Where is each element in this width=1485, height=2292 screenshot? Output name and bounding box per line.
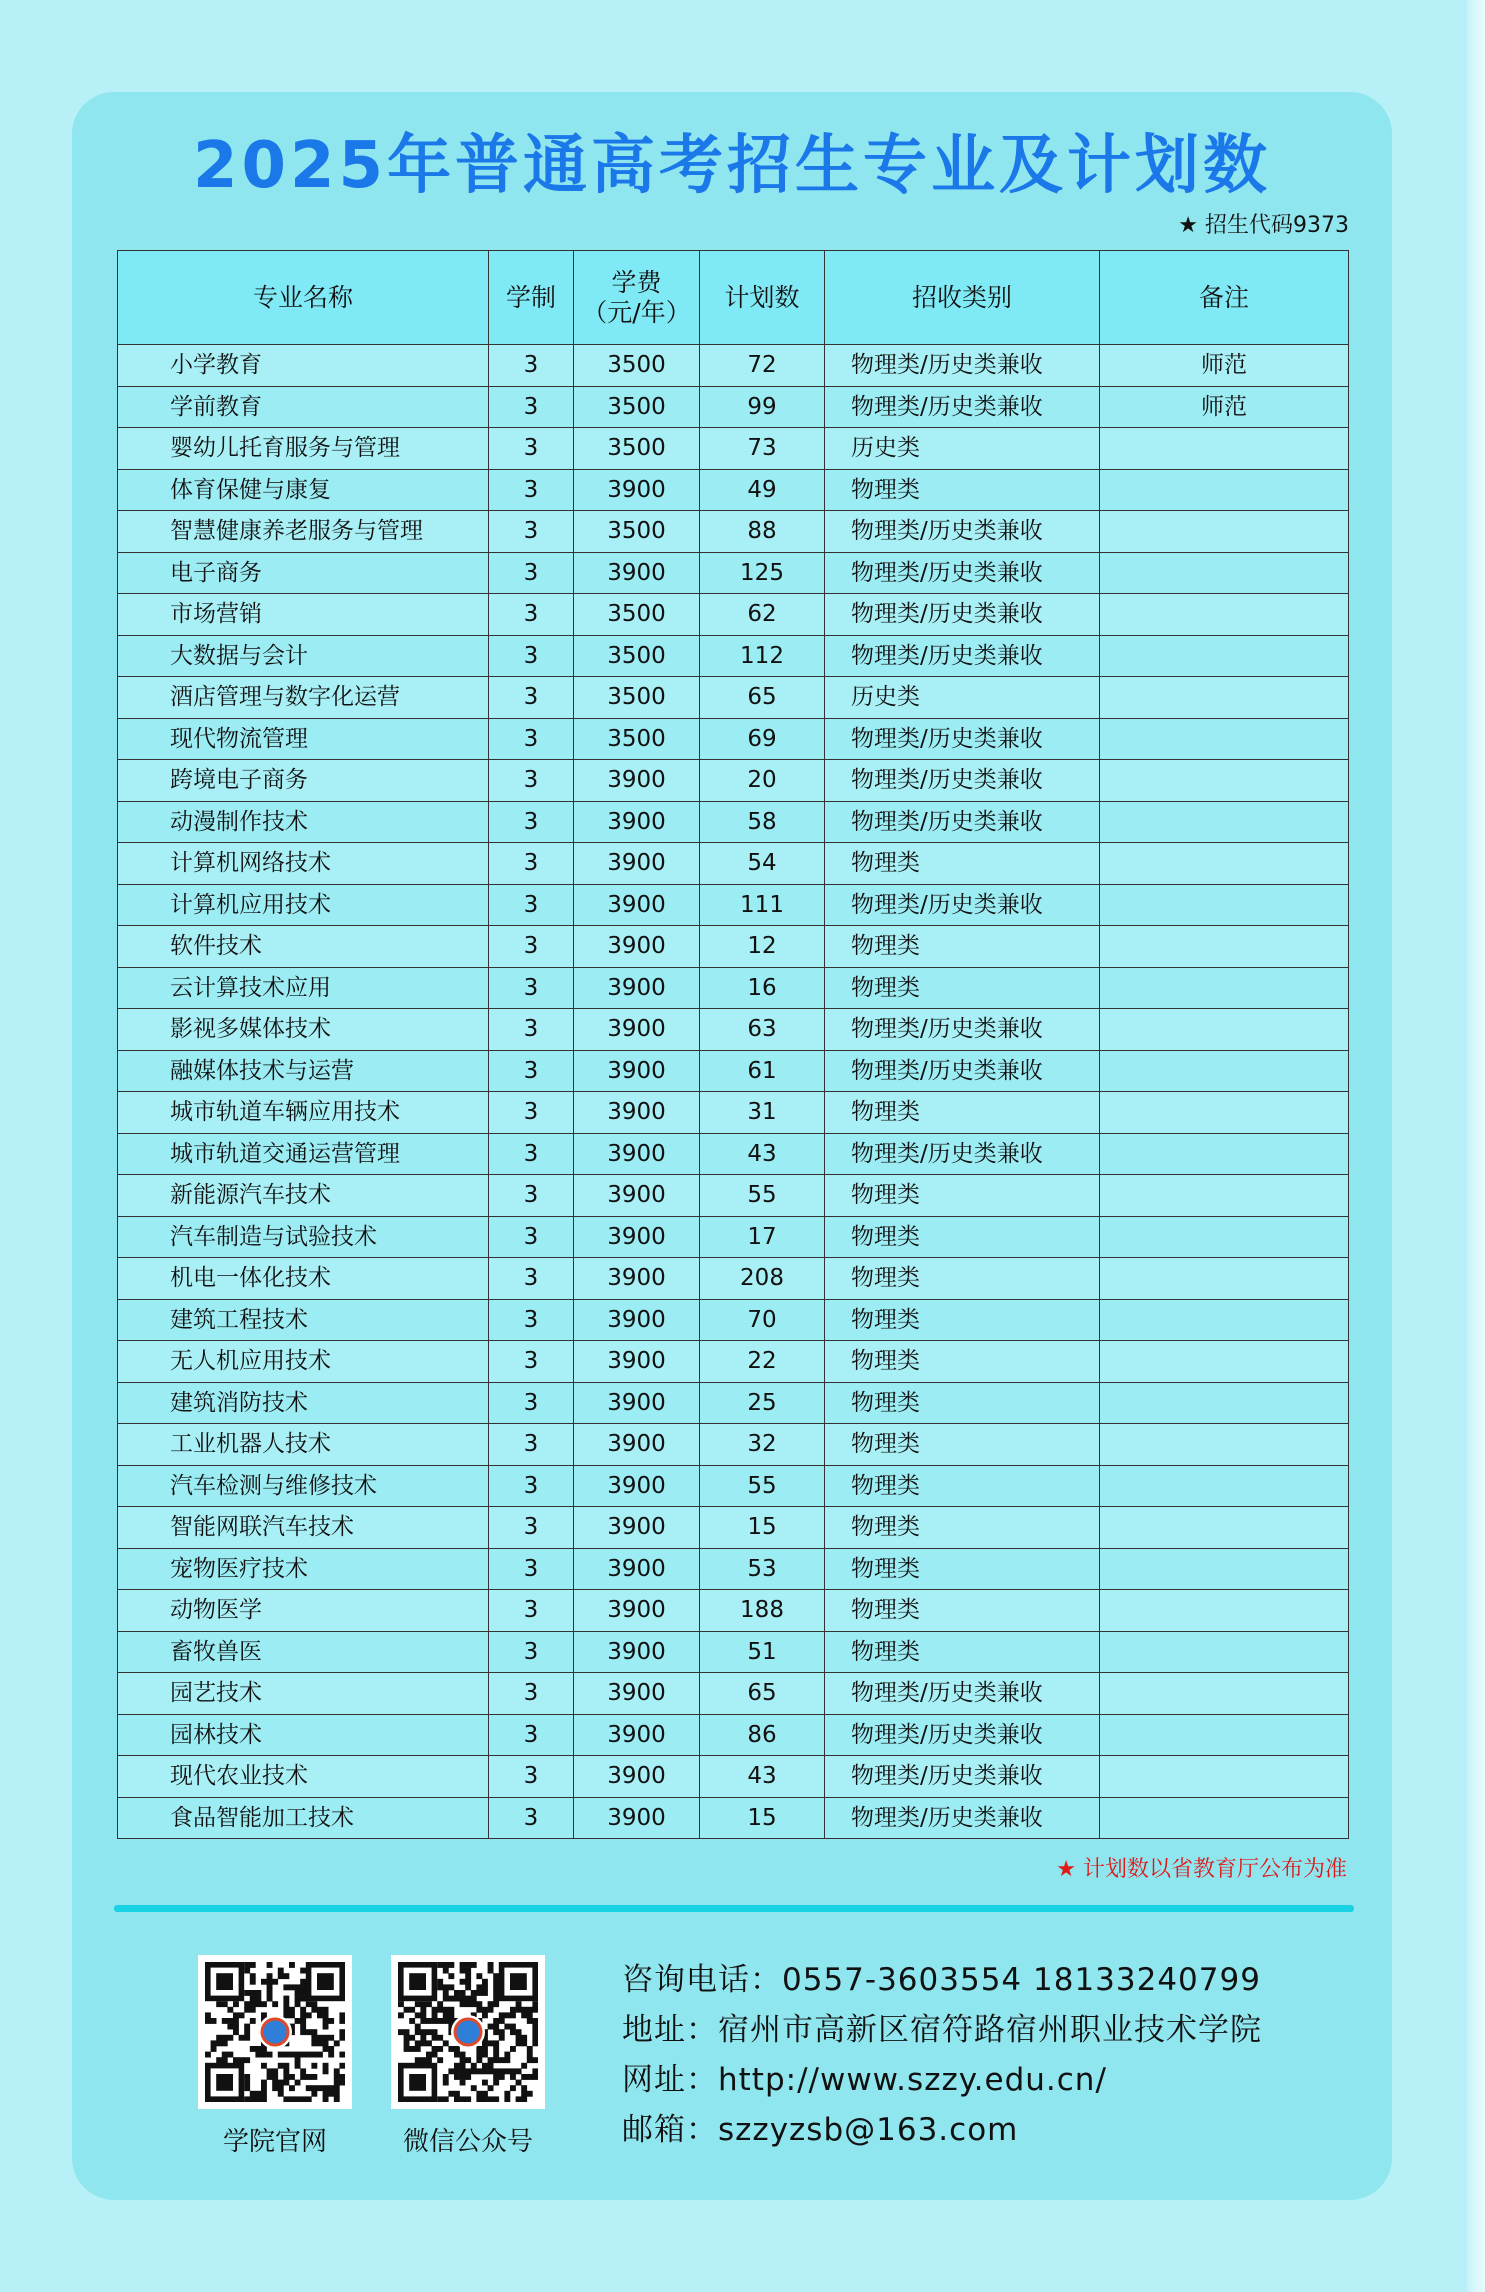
cell-category: 物理类/历史类兼收 — [825, 1714, 1100, 1756]
cell-remark — [1100, 1590, 1349, 1632]
page-title: 2025年普通高考招生专业及计划数 — [192, 129, 1272, 203]
cell-plan: 72 — [700, 345, 825, 387]
table-row — [118, 1548, 1349, 1590]
cell-remark — [1100, 552, 1349, 594]
cell-plan: 61 — [700, 1050, 825, 1092]
cell-major-name: 无人机应用技术 — [118, 1341, 489, 1383]
cell-tuition: 3500 — [574, 511, 700, 553]
cell-tuition: 3900 — [574, 1133, 700, 1175]
table-row — [118, 1175, 1349, 1217]
cell-remark — [1100, 843, 1349, 885]
cell-tuition: 3900 — [574, 1341, 700, 1383]
cell-tuition: 3900 — [574, 1424, 700, 1466]
cell-remark — [1100, 1424, 1349, 1466]
cell-tuition: 3900 — [574, 1050, 700, 1092]
cell-major-name: 现代物流管理 — [118, 718, 489, 760]
header-major-name: 专业名称 — [118, 251, 489, 345]
cell-major-name: 学前教育 — [118, 386, 489, 428]
cell-category: 物理类 — [825, 1631, 1100, 1673]
cell-remark: 师范 — [1100, 386, 1349, 428]
cell-plan: 55 — [700, 1465, 825, 1507]
cell-plan: 111 — [700, 884, 825, 926]
table-row — [118, 677, 1349, 719]
cell-remark — [1100, 1507, 1349, 1549]
cell-duration: 3 — [489, 1714, 574, 1756]
cell-plan: 15 — [700, 1507, 825, 1549]
cell-category: 物理类 — [825, 469, 1100, 511]
cell-tuition: 3900 — [574, 1092, 700, 1134]
cell-major-name: 动物医学 — [118, 1590, 489, 1632]
cell-duration: 3 — [489, 511, 574, 553]
table-row — [118, 1258, 1349, 1300]
cell-remark — [1100, 926, 1349, 968]
cell-duration: 3 — [489, 1175, 574, 1217]
cell-plan: 51 — [700, 1631, 825, 1673]
cell-category: 物理类 — [825, 1548, 1100, 1590]
cell-tuition: 3900 — [574, 1216, 700, 1258]
footnote: ★ 计划数以省教育厅公布为准 — [1056, 1857, 1347, 1882]
cell-remark — [1100, 428, 1349, 470]
cell-tuition: 3900 — [574, 1548, 700, 1590]
cell-category: 物理类/历史类兼收 — [825, 635, 1100, 677]
cell-duration: 3 — [489, 884, 574, 926]
cell-tuition: 3500 — [574, 594, 700, 636]
cell-major-name: 园林技术 — [118, 1714, 489, 1756]
table-row — [118, 1382, 1349, 1424]
cell-major-name: 建筑工程技术 — [118, 1299, 489, 1341]
cell-category: 物理类 — [825, 926, 1100, 968]
cell-major-name: 小学教育 — [118, 345, 489, 387]
cell-category: 物理类 — [825, 843, 1100, 885]
cell-category: 物理类 — [825, 1341, 1100, 1383]
cell-plan: 22 — [700, 1341, 825, 1383]
cell-tuition: 3900 — [574, 1756, 700, 1798]
table-row — [118, 926, 1349, 968]
cell-duration: 3 — [489, 1590, 574, 1632]
table-row — [118, 1299, 1349, 1341]
cell-major-name: 城市轨道交通运营管理 — [118, 1133, 489, 1175]
cell-major-name: 现代农业技术 — [118, 1756, 489, 1798]
table-row — [118, 1133, 1349, 1175]
cell-plan: 63 — [700, 1009, 825, 1051]
cell-duration: 3 — [489, 594, 574, 636]
cell-category: 物理类/历史类兼收 — [825, 1756, 1100, 1798]
cell-category: 物理类/历史类兼收 — [825, 511, 1100, 553]
table-row — [118, 552, 1349, 594]
table-header-row — [118, 251, 1349, 345]
table-row — [118, 718, 1349, 760]
cell-category: 物理类/历史类兼收 — [825, 1133, 1100, 1175]
cell-remark — [1100, 760, 1349, 802]
cell-duration: 3 — [489, 760, 574, 802]
cell-plan: 58 — [700, 801, 825, 843]
enrollment-table — [117, 250, 1349, 1839]
cell-duration: 3 — [489, 677, 574, 719]
cell-plan: 62 — [700, 594, 825, 636]
cell-duration: 3 — [489, 1258, 574, 1300]
cell-major-name: 食品智能加工技术 — [118, 1797, 489, 1839]
cell-duration: 3 — [489, 1424, 574, 1466]
cell-plan: 88 — [700, 511, 825, 553]
cell-plan: 70 — [700, 1299, 825, 1341]
cell-category: 物理类 — [825, 1507, 1100, 1549]
cell-major-name: 智能网联汽车技术 — [118, 1507, 489, 1549]
cell-duration: 3 — [489, 926, 574, 968]
contact-address: 地址：宿州市高新区宿符路宿州职业技术学院 — [622, 2012, 1262, 2048]
table-row — [118, 1465, 1349, 1507]
cell-category: 物理类 — [825, 1590, 1100, 1632]
cell-plan: 65 — [700, 677, 825, 719]
cell-remark — [1100, 1341, 1349, 1383]
header-remark: 备注 — [1100, 251, 1349, 345]
cell-remark — [1100, 1465, 1349, 1507]
cell-category: 物理类 — [825, 967, 1100, 1009]
table-row — [118, 843, 1349, 885]
cell-plan: 17 — [700, 1216, 825, 1258]
cell-major-name: 大数据与会计 — [118, 635, 489, 677]
cell-major-name: 融媒体技术与运营 — [118, 1050, 489, 1092]
cell-remark — [1100, 1756, 1349, 1798]
cell-duration: 3 — [489, 1216, 574, 1258]
cell-tuition: 3900 — [574, 843, 700, 885]
cell-duration: 3 — [489, 1631, 574, 1673]
cell-remark — [1100, 511, 1349, 553]
cell-tuition: 3900 — [574, 1175, 700, 1217]
cell-major-name: 计算机应用技术 — [118, 884, 489, 926]
cell-category: 物理类 — [825, 1258, 1100, 1300]
table-row — [118, 1673, 1349, 1715]
table-row — [118, 1631, 1349, 1673]
cell-remark — [1100, 1299, 1349, 1341]
cell-major-name: 市场营销 — [118, 594, 489, 636]
cell-tuition: 3900 — [574, 1382, 700, 1424]
cell-plan: 25 — [700, 1382, 825, 1424]
cell-category: 物理类/历史类兼收 — [825, 760, 1100, 802]
cell-remark — [1100, 884, 1349, 926]
table-row — [118, 884, 1349, 926]
cell-category: 物理类 — [825, 1424, 1100, 1466]
table-row — [118, 469, 1349, 511]
table-row — [118, 1092, 1349, 1134]
cell-major-name: 汽车检测与维修技术 — [118, 1465, 489, 1507]
cell-duration: 3 — [489, 1009, 574, 1051]
cell-plan: 69 — [700, 718, 825, 760]
cell-tuition: 3500 — [574, 718, 700, 760]
cell-remark — [1100, 635, 1349, 677]
cell-remark — [1100, 1175, 1349, 1217]
cell-tuition: 3500 — [574, 345, 700, 387]
cell-category: 物理类/历史类兼收 — [825, 1009, 1100, 1051]
cell-plan: 208 — [700, 1258, 825, 1300]
cell-remark — [1100, 1050, 1349, 1092]
header-tuition — [574, 251, 700, 345]
cell-plan: 43 — [700, 1756, 825, 1798]
cell-remark — [1100, 1797, 1349, 1839]
table-row — [118, 801, 1349, 843]
cell-plan: 32 — [700, 1424, 825, 1466]
cell-category: 物理类/历史类兼收 — [825, 1050, 1100, 1092]
cell-major-name: 城市轨道车辆应用技术 — [118, 1092, 489, 1134]
header-category: 招收类别 — [825, 251, 1100, 345]
cell-major-name: 工业机器人技术 — [118, 1424, 489, 1466]
table-row — [118, 1009, 1349, 1051]
cell-remark — [1100, 469, 1349, 511]
cell-plan: 65 — [700, 1673, 825, 1715]
cell-category: 物理类/历史类兼收 — [825, 386, 1100, 428]
table-body — [118, 345, 1349, 1839]
cell-remark: 师范 — [1100, 345, 1349, 387]
table-row — [118, 386, 1349, 428]
cell-plan: 43 — [700, 1133, 825, 1175]
cell-tuition: 3500 — [574, 386, 700, 428]
cell-duration: 3 — [489, 469, 574, 511]
table-row — [118, 967, 1349, 1009]
cell-tuition: 3900 — [574, 1465, 700, 1507]
cell-tuition: 3900 — [574, 1258, 700, 1300]
enroll-code: ★ 招生代码9373 — [1178, 213, 1349, 238]
cell-duration: 3 — [489, 428, 574, 470]
cell-plan: 15 — [700, 1797, 825, 1839]
contact-phone: 咨询电话：0557-3603554 18133240799 — [622, 1962, 1261, 1998]
cell-duration: 3 — [489, 1382, 574, 1424]
cell-category: 物理类 — [825, 1175, 1100, 1217]
cell-major-name: 汽车制造与试验技术 — [118, 1216, 489, 1258]
cell-remark — [1100, 1548, 1349, 1590]
table-row — [118, 594, 1349, 636]
cell-major-name: 机电一体化技术 — [118, 1258, 489, 1300]
cell-duration: 3 — [489, 1507, 574, 1549]
page-edge — [1467, 0, 1485, 2292]
cell-duration: 3 — [489, 1465, 574, 1507]
cell-plan: 49 — [700, 469, 825, 511]
cell-category: 历史类 — [825, 677, 1100, 719]
contact-email[interactable]: 邮箱：szzyzsb@163.com — [622, 2112, 1019, 2148]
cell-remark — [1100, 1009, 1349, 1051]
cell-remark — [1100, 718, 1349, 760]
cell-category: 物理类/历史类兼收 — [825, 1673, 1100, 1715]
cell-plan: 55 — [700, 1175, 825, 1217]
cell-plan: 20 — [700, 760, 825, 802]
qr-wechat[interactable] — [391, 1955, 545, 2158]
cell-tuition: 3900 — [574, 1714, 700, 1756]
cell-duration: 3 — [489, 386, 574, 428]
cell-plan: 31 — [700, 1092, 825, 1134]
cell-duration: 3 — [489, 1548, 574, 1590]
cell-tuition: 3500 — [574, 635, 700, 677]
cell-duration: 3 — [489, 1756, 574, 1798]
cell-tuition: 3900 — [574, 967, 700, 1009]
cell-tuition: 3500 — [574, 428, 700, 470]
cell-remark — [1100, 801, 1349, 843]
cell-major-name: 园艺技术 — [118, 1673, 489, 1715]
cell-remark — [1100, 1631, 1349, 1673]
divider — [114, 1905, 1354, 1912]
header-plan: 计划数 — [700, 251, 825, 345]
cell-tuition: 3900 — [574, 469, 700, 511]
cell-plan: 73 — [700, 428, 825, 470]
cell-plan: 53 — [700, 1548, 825, 1590]
cell-major-name: 婴幼儿托育服务与管理 — [118, 428, 489, 470]
cell-tuition: 3900 — [574, 1507, 700, 1549]
cell-duration: 3 — [489, 1092, 574, 1134]
cell-remark — [1100, 1133, 1349, 1175]
cell-major-name: 智慧健康养老服务与管理 — [118, 511, 489, 553]
cell-duration: 3 — [489, 1050, 574, 1092]
cell-duration: 3 — [489, 843, 574, 885]
cell-major-name: 计算机网络技术 — [118, 843, 489, 885]
cell-remark — [1100, 1216, 1349, 1258]
cell-category: 物理类 — [825, 1299, 1100, 1341]
table-row — [118, 760, 1349, 802]
cell-plan: 125 — [700, 552, 825, 594]
cell-category: 物理类 — [825, 1216, 1100, 1258]
cell-tuition: 3900 — [574, 1797, 700, 1839]
table-row — [118, 1590, 1349, 1632]
cell-duration: 3 — [489, 967, 574, 1009]
cell-plan: 12 — [700, 926, 825, 968]
cell-major-name: 影视多媒体技术 — [118, 1009, 489, 1051]
cell-major-name: 云计算技术应用 — [118, 967, 489, 1009]
cell-tuition: 3900 — [574, 1590, 700, 1632]
cell-plan: 99 — [700, 386, 825, 428]
cell-category: 物理类/历史类兼收 — [825, 1797, 1100, 1839]
cell-category: 物理类/历史类兼收 — [825, 552, 1100, 594]
cell-plan: 112 — [700, 635, 825, 677]
cell-category: 物理类/历史类兼收 — [825, 718, 1100, 760]
cell-tuition: 3900 — [574, 884, 700, 926]
cell-plan: 54 — [700, 843, 825, 885]
cell-remark — [1100, 594, 1349, 636]
cell-tuition: 3900 — [574, 926, 700, 968]
cell-remark — [1100, 1092, 1349, 1134]
cell-duration: 3 — [489, 552, 574, 594]
cell-category: 物理类/历史类兼收 — [825, 594, 1100, 636]
cell-plan: 16 — [700, 967, 825, 1009]
cell-duration: 3 — [489, 1133, 574, 1175]
cell-remark — [1100, 1673, 1349, 1715]
cell-major-name: 电子商务 — [118, 552, 489, 594]
cell-duration: 3 — [489, 635, 574, 677]
table-row — [118, 1050, 1349, 1092]
cell-plan: 188 — [700, 1590, 825, 1632]
cell-remark — [1100, 677, 1349, 719]
cell-plan: 86 — [700, 1714, 825, 1756]
cell-remark — [1100, 1714, 1349, 1756]
qr-website-label: 学院官网 — [222, 2127, 327, 2157]
cell-tuition: 3900 — [574, 1299, 700, 1341]
table-row — [118, 1216, 1349, 1258]
cell-category: 物理类 — [825, 1092, 1100, 1134]
cell-major-name: 跨境电子商务 — [118, 760, 489, 802]
cell-duration: 3 — [489, 1299, 574, 1341]
cell-duration: 3 — [489, 345, 574, 387]
cell-duration: 3 — [489, 1673, 574, 1715]
cell-duration: 3 — [489, 801, 574, 843]
header-tuition-line1: 学费 — [611, 267, 662, 297]
cell-major-name: 酒店管理与数字化运营 — [118, 677, 489, 719]
table-row — [118, 1341, 1349, 1383]
cell-remark — [1100, 1258, 1349, 1300]
table-row — [118, 1797, 1349, 1839]
table-row — [118, 511, 1349, 553]
cell-category: 物理类/历史类兼收 — [825, 884, 1100, 926]
cell-remark — [1100, 1382, 1349, 1424]
cell-tuition: 3900 — [574, 1631, 700, 1673]
table-row — [118, 1756, 1349, 1798]
cell-tuition: 3900 — [574, 1673, 700, 1715]
table-row — [118, 1507, 1349, 1549]
cell-tuition: 3900 — [574, 552, 700, 594]
cell-major-name: 软件技术 — [118, 926, 489, 968]
cell-major-name: 建筑消防技术 — [118, 1382, 489, 1424]
cell-tuition: 3900 — [574, 1009, 700, 1051]
header-duration: 学制 — [489, 251, 574, 345]
cell-major-name: 畜牧兽医 — [118, 1631, 489, 1673]
cell-category: 物理类 — [825, 1465, 1100, 1507]
qr-website[interactable] — [198, 1955, 352, 2158]
contact-website[interactable]: 网址：http://www.szzy.edu.cn/ — [622, 2062, 1107, 2098]
cell-major-name: 动漫制作技术 — [118, 801, 489, 843]
cell-remark — [1100, 967, 1349, 1009]
table-row — [118, 635, 1349, 677]
qr-code-icon — [391, 1955, 545, 2109]
cell-category: 物理类/历史类兼收 — [825, 345, 1100, 387]
table-row — [118, 1714, 1349, 1756]
cell-major-name: 宠物医疗技术 — [118, 1548, 489, 1590]
qr-code-icon — [198, 1955, 352, 2109]
table-row — [118, 345, 1349, 387]
cell-tuition: 3900 — [574, 760, 700, 802]
table-row — [118, 1424, 1349, 1466]
cell-category: 物理类/历史类兼收 — [825, 801, 1100, 843]
cell-tuition: 3900 — [574, 801, 700, 843]
cell-tuition: 3500 — [574, 677, 700, 719]
cell-category: 物理类 — [825, 1382, 1100, 1424]
cell-duration: 3 — [489, 1341, 574, 1383]
qr-wechat-label: 微信公众号 — [402, 2127, 533, 2157]
cell-major-name: 新能源汽车技术 — [118, 1175, 489, 1217]
cell-major-name: 体育保健与康复 — [118, 469, 489, 511]
header-tuition-line2: （元/年） — [582, 297, 691, 327]
cell-category: 历史类 — [825, 428, 1100, 470]
cell-duration: 3 — [489, 1797, 574, 1839]
table-row — [118, 428, 1349, 470]
cell-duration: 3 — [489, 718, 574, 760]
